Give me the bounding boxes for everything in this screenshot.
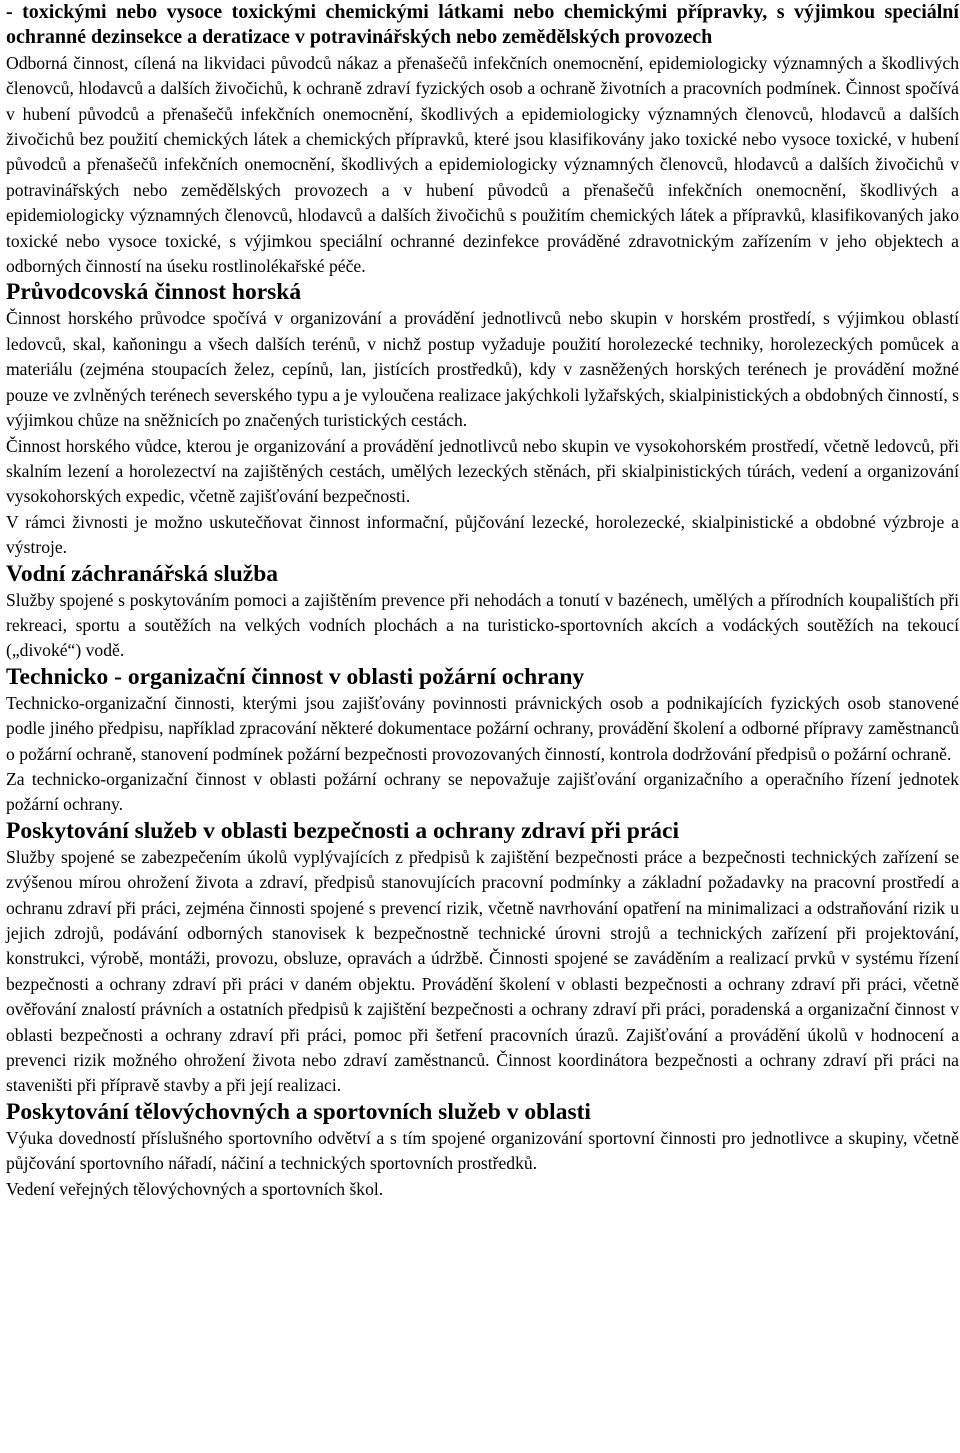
paragraph-water-rescue: Služby spojené s poskytováním pomoci a zajištěním prevence při nehodách a tonutí v bazénech, umělých a přírodních koupalištích při rekreaci, sportu a soutěžích na velkých vodních plochách a na turisticko-sportovních akcích a vodáckých soutěžích na tekoucí („divoké“) vodě.	[6, 589, 959, 661]
heading-occupational-safety: Poskytování služeb v oblasti bezpečnosti a ochrany zdraví při práci	[6, 817, 680, 844]
heading-fire-protection: Technicko - organizační činnost v oblasti požární ochrany	[6, 663, 585, 690]
paragraph-fire-protection: Technicko-organizační činnosti, kterými jsou zajišťovány povinnosti právnických osob a podnikajících fyzických osob stanovené podle jiného předpisu, například zpracování některé dokumentace požární ochrany, provádění školení a odborné přípravy zaměstnanců o požární ochraně, stanovení podmínek požární bezpečnosti provozovaných činností, kontrola dodržování předpisů o požární ochraně.	[6, 692, 959, 764]
heading-water-rescue: Vodní záchranářská služba	[6, 560, 279, 587]
paragraph-sport-schools: Vedení veřejných tělovýchovných a sportovních škol.	[6, 1178, 384, 1199]
paragraph-occupational-safety: Služby spojené se zabezpečením úkolů vyplývajících z předpisů k zajištění bezpečnosti práce a bezpečnosti technických zařízení se zvýšenou mírou ohrožení života a zdraví, předpisů stanovujících pracovní podmínky a základní požadavky na pracovní prostředí a ochranu zdraví při práci, zejména činnosti spojené s prevencí rizik, včetně navrhování opatření na minimalizaci a odstraňování rizik u jejich zdrojů, podávání odborných stanovisek k bezpečnostně technické úrovni strojů a technických zařízení při projektování, konstrukci, výrobě, montáži, provozu, obsluze, opravách a údržbě. Činnosti spojené se zaváděním a realizací prvků v systému řízení bezpečnosti a ochrany zdraví při práci v daném objektu. Provádění školení v oblasti bezpečnosti a ochrany zdraví při práci, včetně ověřování znalostí právních a ostatních předpisů k zajištění bezpečnosti a ochrany zdraví při práci, poradenská a organizační činnost v oblasti bezpečnosti a ochrany zdraví při práci, pomoc při šetření pracovních úrazů. Zajišťování a provádění úkolů v hodnocení a prevenci rizik možného ohrožení života nebo zdraví zaměstnanců. Činnost koordinátora bezpečnosti a ochrany zdraví při práci na staveništi při přípravě stavby a při její realizaci.	[6, 846, 959, 1096]
paragraph-mountain-leader: Činnost horského vůdce, kterou je organizování a provádění jednotlivců nebo skupin ve vysokohorském prostředí, včetně ledovců, při skalním lezení a horolezectví na zajištěných cestách, umělých lezeckých stěnách, při skialpinistických túrách, vedení a organizování vysokohorských expedic, včetně zajišťování bezpečnosti.	[6, 435, 959, 507]
list-item-toxic-substances: - toxickými nebo vysoce toxickými chemickými látkami nebo chemickými přípravky, s výjimkou speciální ochranné dezinsekce a deratizace v potravinářských nebo zemědělských provozech	[6, 1, 959, 49]
heading-mountain-guide: Průvodcovská činnost horská	[6, 279, 302, 306]
paragraph-mountain-guide: Činnost horského průvodce spočívá v organizování a provádění jednotlivců nebo skupin v horském prostředí, s výjimkou oblastí ledovců, skal, kaňoningu a všech dalších terénů, v nichž postup vyžaduje použití horolezecké techniky, horolezeckých pomůcek a materiálu (zejména stoupacích želez, cepínů, lan, jistících prostředků), kdy v zasněžených horských terénech je provádění možné pouze ve zvlněných terénech severského typu a je vyloučena realizace jakýchkoli lyžařských, skialpinistických a obdobných činností, s výjimkou chůze na sněžnicích po značených turistických cestách.	[6, 308, 959, 431]
paragraph-pest-control: Odborná činnost, cílená na likvidaci původců nákaz a přenašečů infekčních onemocnění, epidemiologicky významných a škodlivých členovců, hlodavců a dalších živočichů, k ochraně zdraví fyzických osob a ochraně životních a pracovních podmínek. Činnost spočívá v hubení původců a přenašečů infekčních onemocnění, škodlivých a epidemiologicky významných členovců, hlodavců a dalších živočichů bez použití chemických látek a chemických přípravků, které jsou klasifikovány jako toxické nebo vysoce toxické, v hubení původců a přenašečů infekčních onemocnění, škodlivých a epidemiologicky významných členovců, hlodavců a dalších živočichů v potravinářských nebo zemědělských provozech a v hubení původců a přenašečů infekčních onemocnění, škodlivých a epidemiologicky významných členovců, hlodavců a dalších živočichů s použitím chemických látek a přípravků, klasifikovaných jako toxické nebo vysoce toxické, s výjimkou speciální ochranné dezinfekce prováděné zdravotnickým zařízením v jeho objektech a odborných činností na úseku rostlinolékařské péče.	[6, 52, 959, 277]
paragraph-information-rental: V rámci živnosti je možno uskutečňovat činnost informační, půjčování lezecké, horolezecké, skialpinistické a obdobné výzbroje a výstroje.	[6, 511, 959, 558]
heading-sport-services: Poskytování tělovýchovných a sportovních služeb v oblasti	[6, 1098, 591, 1125]
paragraph-sport-services: Výuka dovedností příslušného sportovního odvětví a s tím spojené organizování sportovní činnosti pro jednotlivce a skupiny, včetně půjčování sportovního nářadí, náčiní a technických sportovních prostředků.	[6, 1127, 959, 1174]
paragraph-fire-protection-exclusion: Za technicko-organizační činnost v oblasti požární ochrany se nepovažuje zajišťování organizačního a operačního řízení jednotek požární ochrany.	[6, 768, 959, 815]
